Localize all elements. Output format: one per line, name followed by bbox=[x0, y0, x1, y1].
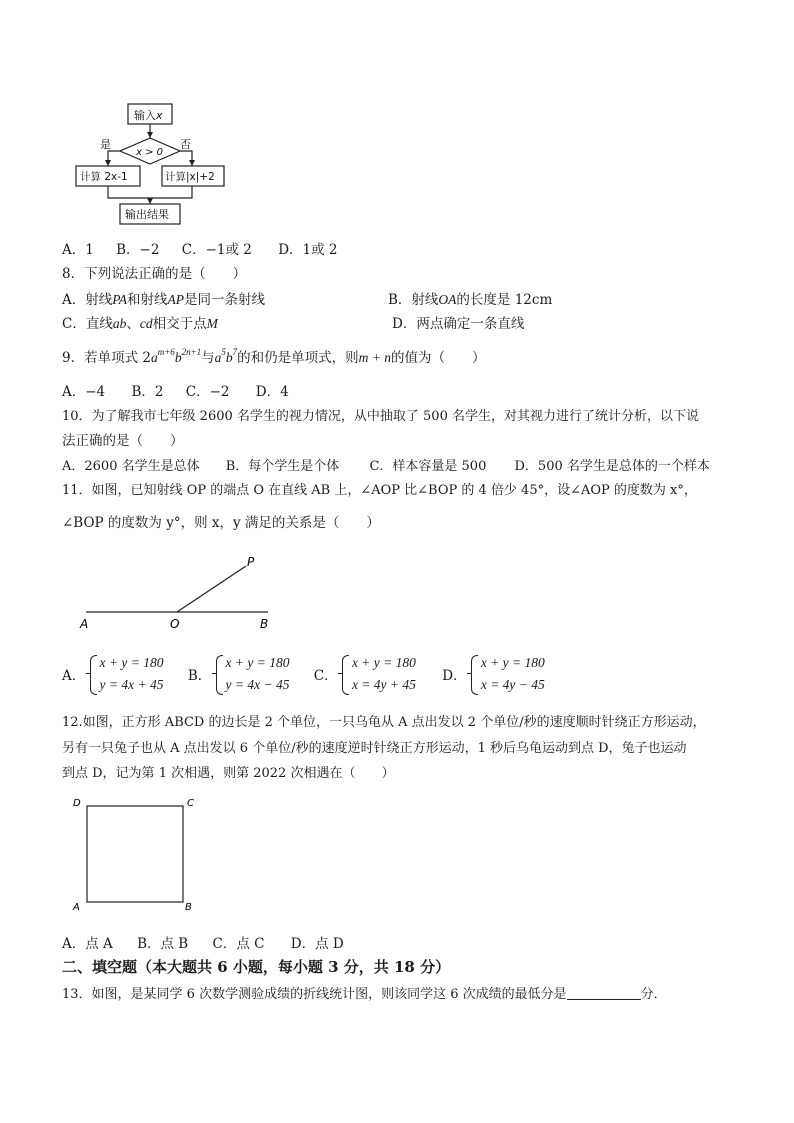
q11-option-d-label: D． bbox=[442, 668, 467, 684]
q9-stem: 9．若单项式 $2a^{m+6}b^{2n+1}$与$a^5b^7$的和仍是单项式，则m + n的值为（ ） bbox=[62, 347, 486, 366]
q11-option-a-system: x + y = 180 y = 4x + 45 bbox=[90, 652, 164, 696]
flowchart-output-text: 输出结果 bbox=[125, 208, 169, 221]
square-abcd bbox=[87, 806, 183, 902]
q11-option-c-system: x + y = 180 x = 4y + 45 bbox=[342, 652, 416, 696]
q13-stem: 13．如图，是某同学 6 次数学测验成绩的折线统计图，则该同学这 6 次成绩的最低分是 分． bbox=[62, 987, 667, 1002]
q11-stem-line1: 11．如图，已知射线 OP 的端点 O 在直线 AB 上，∠AOP 比∠BOP 的 4 倍少 45°，设∠AOP 的度数为 x°， bbox=[62, 483, 697, 498]
q13-answer-blank bbox=[567, 985, 641, 1000]
q12-option-c: C．点 C bbox=[212, 936, 265, 952]
vertex-a-label: A bbox=[73, 902, 80, 913]
q10-option-b: B．每个学生是个体 bbox=[225, 459, 340, 474]
flowchart-yes-label: 是 bbox=[100, 138, 111, 151]
ray-op bbox=[177, 566, 246, 612]
vertex-b-label: B bbox=[185, 902, 192, 913]
section-2-heading: 二、填空题（本大题共 6 小题，每小题 3 分，共 18 分） bbox=[62, 958, 451, 976]
q8-option-d: D．两点确定一条直线 bbox=[392, 316, 525, 332]
vertex-c-label: C bbox=[187, 798, 194, 809]
point-o-label: O bbox=[170, 617, 180, 631]
q12-options bbox=[62, 932, 344, 952]
q12-square-figure bbox=[66, 792, 206, 918]
q8-option-c: C．直线ab、cd相交于点M bbox=[62, 316, 218, 332]
svg-text:输入x bbox=[134, 108, 163, 122]
q12-stem-line2: 另有一只兔子也从 A 点出发以 6 个单位/秒的速度逆时针绕正方形运动，1 秒后乌龟运动到点 D，兔子也运动 bbox=[62, 741, 687, 756]
q7-options bbox=[62, 238, 337, 258]
q12-option-b: B．点 B bbox=[137, 936, 189, 952]
q11-figure bbox=[70, 550, 280, 632]
flowchart-no-label: 否 bbox=[180, 138, 191, 151]
q11-option-d-system: x + y = 180 x = 4y − 45 bbox=[471, 652, 545, 696]
q7-option-c: C．−1或 2 bbox=[181, 242, 252, 258]
q7-option-b: B．−2 bbox=[116, 242, 160, 258]
q9-option-a: A．−4 bbox=[62, 384, 106, 400]
q11-option-b-system: x + y = 180 y = 4x − 45 bbox=[216, 652, 290, 696]
q12-stem-line1: 12.如图，正方形 ABCD 的边长是 2 个单位，一只乌龟从 A 点出发以 2 个单位/秒的速度顺时针绕正方形运动， bbox=[62, 715, 706, 730]
flowchart-left-text: 计算 2x-1 bbox=[80, 171, 128, 183]
q7-option-d: D．1或 2 bbox=[278, 242, 338, 258]
q11-options bbox=[62, 652, 545, 696]
flowchart-input-var: x bbox=[156, 109, 163, 122]
flowchart-right-text: 计算|x|+2 bbox=[165, 171, 215, 183]
q11-option-b-label: B． bbox=[187, 668, 212, 684]
q9-option-d: D．4 bbox=[255, 384, 289, 400]
q11-option-c-label: C． bbox=[313, 668, 338, 684]
q7-option-a: A．1 bbox=[62, 242, 94, 258]
q12-option-d: D．点 D bbox=[290, 936, 344, 952]
q9-options bbox=[62, 380, 289, 400]
q12-stem-line3: 到点 D，记为第 1 次相遇，则第 2022 次相遇在（ ） bbox=[62, 766, 395, 781]
point-p-label: P bbox=[247, 555, 255, 569]
q10-option-a: A．2600 名学生是总体 bbox=[62, 459, 200, 474]
point-a-label: A bbox=[80, 617, 89, 631]
q10-stem-line2: 法正确的是（ ） bbox=[62, 433, 184, 449]
vertex-d-label: D bbox=[73, 798, 81, 809]
q12-option-a: A．点 A bbox=[62, 936, 113, 952]
q10-options bbox=[62, 455, 710, 474]
q10-option-c: C．样本容量是 500 bbox=[369, 459, 487, 474]
q8-option-a: A．射线PA和射线AP是同一条射线 bbox=[62, 292, 266, 308]
q9-option-c: C．−2 bbox=[185, 384, 230, 400]
flowchart-condition-text: x > 0 bbox=[136, 147, 164, 158]
q9-option-b: B．2 bbox=[131, 384, 164, 400]
point-b-label: B bbox=[260, 617, 269, 631]
flowchart-figure bbox=[62, 98, 232, 230]
q11-option-a-label: A． bbox=[62, 668, 86, 684]
flowchart-input-text: 输入 bbox=[134, 109, 156, 122]
q11-stem-line2: ∠BOP 的度数为 y°，则 x，y 满足的关系是（ ） bbox=[62, 515, 380, 531]
q8-option-b: B．射线OA的长度是 12cm bbox=[388, 292, 553, 308]
q10-stem-line1: 10．为了解我市七年级 2600 名学生的视力情况，从中抽取了 500 名学生，对其视力进行了统计分析，以下说 bbox=[62, 409, 699, 424]
q8-stem: 8．下列说法正确的是（ ） bbox=[62, 266, 247, 282]
q10-option-d: D．500 名学生是总体的一个样本 bbox=[514, 459, 710, 474]
